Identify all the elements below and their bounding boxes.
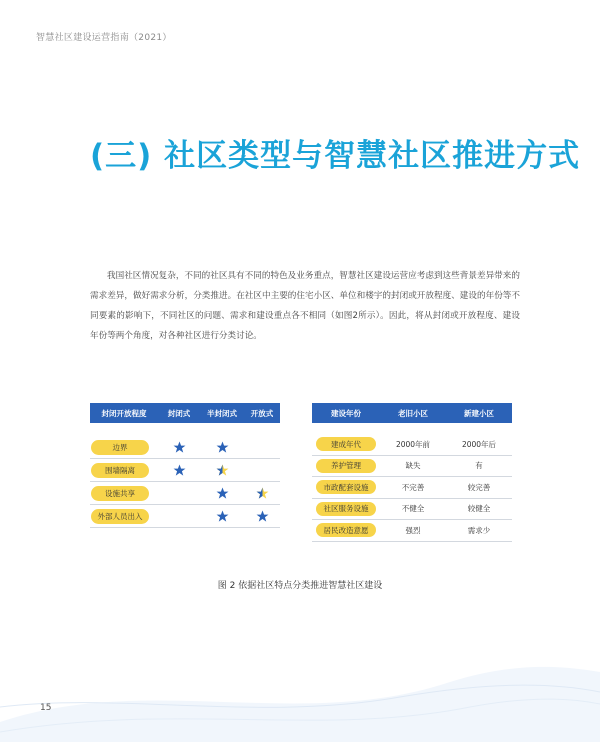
figure	[90, 403, 515, 538]
value-cell: 2000年前	[395, 439, 431, 449]
mark-cell	[200, 464, 244, 477]
row-label-cell	[312, 459, 380, 473]
star-icon	[216, 510, 229, 523]
row-label-cell	[312, 523, 380, 537]
row-label-pill: 围墙隔离	[91, 463, 149, 478]
mark-cell	[244, 510, 280, 523]
header-build-year: 建设年份	[331, 408, 361, 418]
row-label-pill: 居民改造意愿	[316, 523, 376, 537]
star-icon	[256, 510, 269, 523]
page-number: 15	[40, 703, 52, 713]
body-paragraph: 我国社区情况复杂，不同的社区具有不同的特色及业务重点，智慧社区建设运营应考虑到这些背景差异带来的需求差异，做好需求分析，分类推进。在社区中主要的住宅小区、单位和楼宇的封闭或开放程度、建设的年份等不同要素的影响下，不同社区的问题、需求和建设重点各不相同（如图2所示）。因此，将从封闭或开放程度、建设年份等两个角度，对各种社区进行分类讨论。	[90, 271, 520, 341]
mark-cell	[244, 487, 280, 500]
table-row	[312, 477, 512, 499]
row-label-cell	[312, 480, 380, 494]
star-icon	[173, 441, 186, 454]
value-cell: 不完善	[401, 482, 425, 492]
value-cell: 较健全	[467, 504, 491, 514]
openness-table	[90, 403, 280, 528]
half-star-icon	[216, 464, 229, 477]
header-closed: 封闭式	[167, 408, 191, 418]
table-row	[312, 434, 512, 456]
openness-table-header	[90, 403, 280, 423]
row-label-pill: 外部人员出入	[91, 509, 149, 524]
running-header: 智慧社区建设运营指南（2021）	[36, 33, 172, 43]
header-new-community: 新建小区	[464, 408, 494, 418]
value-cell: 缺失	[405, 461, 421, 471]
table-row	[312, 520, 512, 542]
header-semi-closed: 半封闭式	[207, 408, 237, 418]
mark-cell	[158, 441, 200, 454]
openness-table-body	[90, 436, 280, 528]
header-old-community: 老旧小区	[398, 408, 428, 418]
build-year-table-header	[312, 403, 512, 423]
table-row	[90, 436, 280, 459]
section-title: (三) 社区类型与智慧社区推进方式	[90, 138, 581, 174]
table-row	[90, 482, 280, 505]
value-cell: 2000年后	[461, 439, 497, 449]
star-icon	[173, 464, 186, 477]
row-label-cell	[312, 502, 380, 516]
mark-cell	[158, 464, 200, 477]
row-label-cell	[90, 509, 158, 524]
half-star-icon	[256, 487, 269, 500]
row-label-pill: 养护管理	[316, 459, 376, 473]
table-row	[90, 505, 280, 528]
row-label-pill: 设施共享	[91, 486, 149, 501]
star-icon	[216, 441, 229, 454]
figure-caption: 图 2 依据社区特点分类推进智慧社区建设	[217, 581, 383, 591]
row-label-cell	[90, 440, 158, 455]
mark-cell	[200, 441, 244, 454]
table-row	[90, 459, 280, 482]
row-label-cell	[312, 437, 380, 451]
header-open: 开放式	[250, 408, 274, 418]
value-cell: 较完善	[467, 482, 491, 492]
build-year-table	[312, 403, 512, 542]
star-icon	[216, 487, 229, 500]
table-row	[312, 499, 512, 521]
value-cell: 需求少	[467, 525, 491, 535]
row-label-pill: 边界	[91, 440, 149, 455]
row-label-pill: 社区服务设施	[316, 502, 376, 516]
build-year-table-body	[312, 434, 512, 542]
row-label-pill: 市政配套设施	[316, 480, 376, 494]
decorative-wave	[0, 612, 600, 742]
row-label-cell	[90, 486, 158, 501]
value-cell: 强烈	[405, 525, 421, 535]
mark-cell	[200, 510, 244, 523]
mark-cell	[200, 487, 244, 500]
table-row	[312, 456, 512, 478]
row-label-pill: 建成年代	[316, 437, 376, 451]
header-openness: 封闭开放程度	[101, 408, 147, 418]
row-label-cell	[90, 463, 158, 478]
value-cell: 不健全	[401, 504, 425, 514]
value-cell: 有	[475, 461, 483, 471]
